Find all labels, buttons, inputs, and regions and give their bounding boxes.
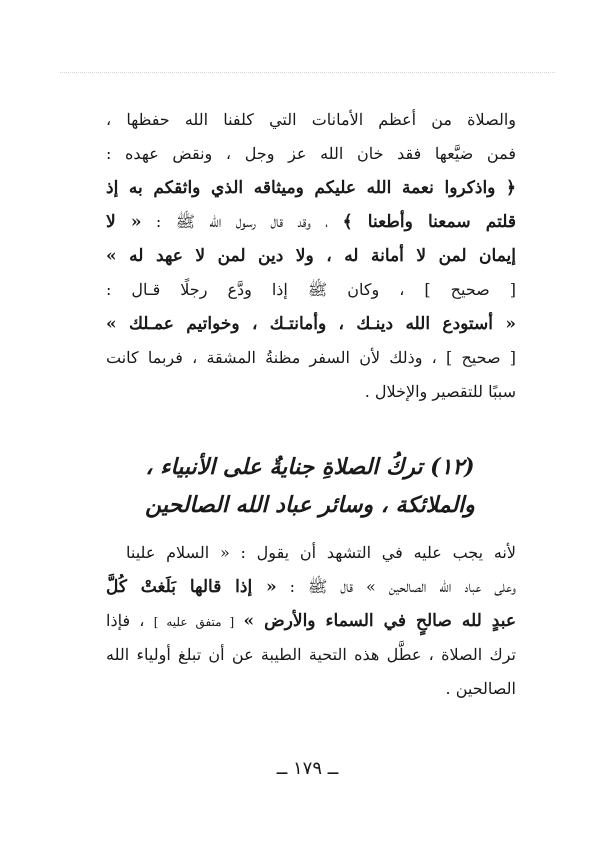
bold-quote-text: « إذا قالها بَلَغتْ كُلَّ — [106, 577, 277, 597]
body-text: سببًا للتقصير والإخلال . — [364, 382, 516, 401]
paragraph1-line — [106, 241, 516, 271]
body-text: ترك الصلاة ، عطَّل هذه التحية الطيبة عن أن تبلغ أولياء الله — [106, 645, 516, 664]
body-text: [ صحيح ] ، وذلك لأن السفر مظنةُ المشقة ، فربما كانت — [106, 348, 516, 367]
bold-quote-text: عبدٍ لله صالحٍ في السماء والأرض » — [243, 611, 516, 631]
body-text: لأنه يجب عليه في التشهد أن يقول : « السلام علينا — [126, 543, 516, 562]
page-number: ــ ١٧٩ ــ — [276, 758, 339, 779]
body-text: [ صحيح ] ، وكان ﷺ إذا ودَّع رجلًا قـال : — [106, 280, 516, 299]
body-text: فمن ضيَّعها فقد خان الله عز وجل ، ونقض عهده : — [106, 144, 516, 163]
section-heading-line-1: (١٢) تركُ الصلاةِ جنايةٌ على الأنبياء ، — [145, 454, 475, 480]
paragraph2-line — [106, 572, 516, 602]
body-text: وعلى عباد الله الصالحين » قال ﷺ : — [276, 577, 516, 596]
body-text: ، وقد قال رسول الله ﷺ : — [141, 212, 343, 231]
bold-quote-text: « أستودع الله دينـك ، وأمانتـك ، وخواتيم عمـلك » — [106, 314, 516, 334]
section-heading-line-2: والملائكة ، وسائر عباد الله الصالحين — [145, 492, 475, 518]
bold-quote-text: ﴿ واذكروا نعمة الله عليكم وميثاقه الذي واثقكم به إذ — [106, 178, 516, 198]
paragraph2-line — [106, 640, 516, 670]
paragraph2-line — [126, 538, 516, 568]
paragraph1-line — [106, 343, 516, 373]
paragraph2-line — [106, 674, 516, 704]
bold-quote-text: قلتم سمعنا وأطعنا ﴾ — [342, 212, 516, 232]
bold-quote-text: « لا — [106, 212, 142, 232]
paragraph1-line — [106, 105, 516, 135]
scan-artifact-line — [60, 72, 555, 73]
paragraph1-line — [106, 309, 516, 339]
paragraph1-line — [106, 275, 516, 305]
bold-quote-text: إيمان لمن لا أمانة له ، ولا دين لمن لا عهد له » — [106, 246, 516, 266]
paragraph1-line — [106, 207, 516, 237]
citation-text: [ متفق عليه ] — [153, 615, 235, 629]
paragraph1-line — [106, 377, 516, 407]
body-text: ، فإذا — [106, 611, 154, 630]
paragraph1-line — [106, 139, 516, 169]
paragraph1-line — [106, 173, 516, 203]
body-text: الصالحين . — [445, 679, 516, 698]
body-text: والصلاة من أعظم الأمانات التي كلفنا الله حفظها ، — [106, 110, 516, 129]
paragraph2-line — [106, 606, 516, 636]
